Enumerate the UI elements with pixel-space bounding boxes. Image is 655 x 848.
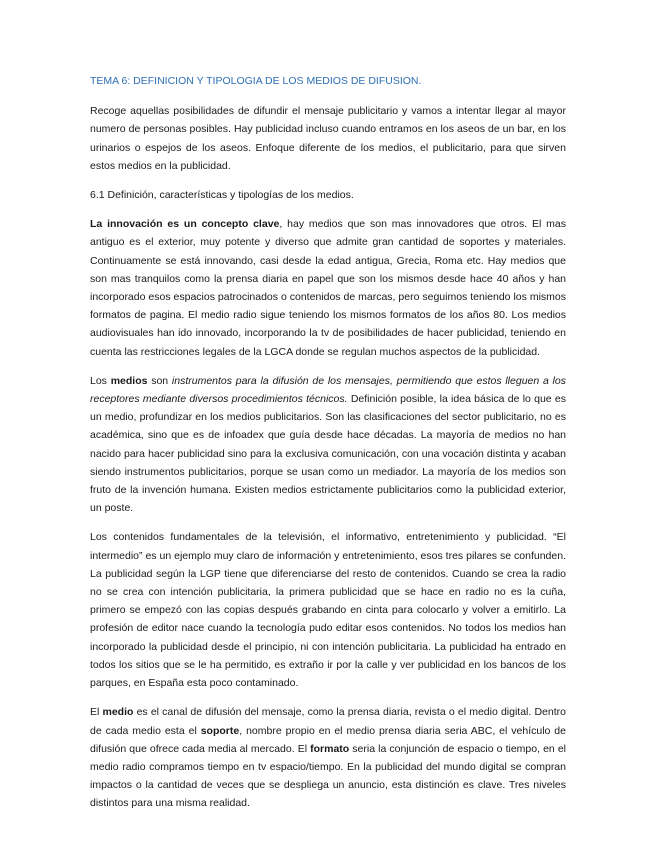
msf-e: seria la conjunción de espacio o tiempo, en el medio radio compramos tiempo en tv espacio/tiempo. En la publicidad del mundo digital se compran impactos o la cantidad de veces que se despliega un anuncio, esta distinción es clave. Tres niveles distintos para una misma realidad. [90,742,567,810]
section-heading-text: 6.1 Definición, características y tipologías de los medios. [90,189,354,202]
section-heading [90,186,566,204]
intro-paragraph [90,102,566,175]
msf-bold-formato: formato [310,742,350,755]
media-definition-paragraph [90,372,566,518]
media-def-bold: medios [110,374,148,387]
msf-bold-medio: medio [102,706,134,719]
content-paragraph [90,528,566,692]
innovation-text: , hay medios que son mas innovadores que otros. El mas antiguo es el exterior, muy potente y diverso que admite gran cantidad de soportes y materiales. Continuamente se está innovando, casi desde la edad antigua, Grecia, Roma etc. Hay medios que son mas tranquilos como la prensa diaria en papel que son los mismos desde hace 40 años y han incorporado esos espacios patrocinados o contenidos de marcas, pero seguimos teniendo los mismos formatos de pagina. El medio radio sigue teniendo los mismos formatos de los años 80. Los medios audiovisuales han ido innovado, incorporando la tv de posibilidades de hacer publicidad, teniendo en cuenta las restricciones legales de la LGCA donde se regulan muchos aspectos de la publicidad. [90,218,566,358]
intro-text: Recoge aquellas posibilidades de difundir el mensaje publicitario y vamos a intentar llegar al mayor numero de personas posibles. Hay publicidad incluso cuando entramos en los aseos de un bar, en los urinarios o espejos de los aseos. Enfoque diferente de los medios, el publicitario, para que sirven estos medios en la publicidad. [90,105,566,172]
msf-d: , nombre propio en el medio prensa diaria seria ABC, el vehículo de difusión que ofrece cada media al mercado. El [90,724,566,755]
document-title: TEMA 6: DEFINICION Y TIPOLOGIA DE LOS MEDIOS DE DIFUSION. [90,75,422,87]
media-def-rest: Definición posible, la idea básica de lo que es un medio, profundizar en los medios publicitarios. Son las clasificaciones del sector publicitario, no es académica, sino que es de infoadex que guía desde hace décadas. La mayoría de medios no han nacido para hacer publicidad sino para la exclusiva comunicación, con una vocación distinta y acaban siendo instrumentos publicitarios, porque se usan como un mediador. La mayoría de los medios son fruto de la invención humana. Existen medios estrictamente publicitarios como la publicidad exterior, un poste. [90,393,566,515]
media-def-b: son [147,374,172,387]
innovation-paragraph [90,215,566,361]
media-def-a: Los [90,374,111,387]
media-def-italic: instrumentos para la difusión de los mensajes, permitiendo que estos lleguen a los receptores mediante diversos procedimientos técnicos. [90,374,566,406]
content-text: Los contenidos fundamentales de la televisión, el informativo, entretenimiento y publicidad. “El intermedio” es un ejemplo muy claro de información y entretenimiento, esos tres pilares se confunden. La publicidad según la LGP tiene que diferenciarse del resto de contenidos. Cuando se crea la radio no se crea con intención publicitaria, la primera publicidad que se hace en radio no es la cuña, primero se empezó con las copias después grabando en cinta para colocarlo y volver a emitirlo. La profesión de editor nace cuando la tecnología pudo editar esos contenidos. No todos los medios han incorporado la publicidad desde el principio, ni con intención publicitaria. La publicidad ha entrado en todos los sitios que se le ha permitido, es extraño ir por la calle y ver publicidad en los bancos de los parques, en España esta poco contaminado. [90,531,566,690]
msf-bold-soporte: soporte [200,724,240,737]
innovation-bold: La innovación es un concepto clave [90,218,280,231]
medium-support-format-paragraph [90,703,566,812]
document-page [90,72,566,824]
msf-a: El [90,706,103,719]
msf-c: es el canal de difusión del mensaje, como la prensa diaria, revista o el medio digital. Dentro de cada medio esta el [90,706,566,737]
